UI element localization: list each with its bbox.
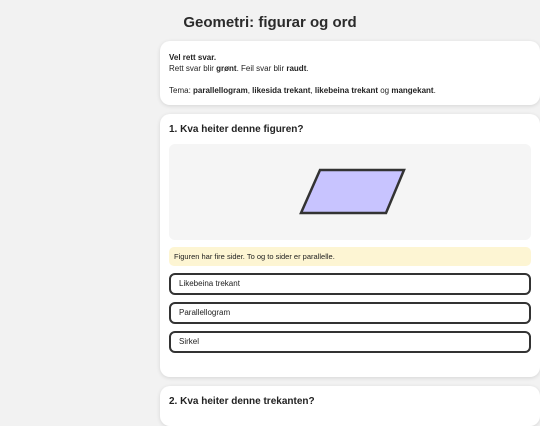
question-1-title: 1. Kva heiter denne figuren?	[169, 124, 304, 135]
instruction-heading: Vel rett svar.	[169, 53, 217, 62]
option-likebeina-trekant[interactable]: Likebeina trekant	[169, 273, 531, 295]
parallelogram-figure	[169, 144, 531, 240]
question-2-title: 2. Kva heiter denne trekanten?	[169, 396, 315, 407]
question-1-card	[160, 114, 540, 377]
topic-line: Tema: parallellogram, likesida trekant, likebeina trekant og mangekant.	[169, 86, 436, 95]
page-title: Geometri: figurar og ord	[183, 14, 357, 31]
hint-box: Figuren har fire sider. To og to sider er parallelle.	[169, 247, 531, 266]
parallelogram-shape	[301, 170, 404, 213]
question-2-card	[160, 386, 540, 426]
instructions-card	[160, 41, 540, 105]
option-parallellogram[interactable]: Parallellogram	[169, 302, 531, 324]
figure-area	[169, 144, 531, 240]
option-sirkel[interactable]: Sirkel	[169, 331, 531, 353]
instruction-feedback: Rett svar blir grønt. Feil svar blir raudt.	[169, 64, 309, 73]
